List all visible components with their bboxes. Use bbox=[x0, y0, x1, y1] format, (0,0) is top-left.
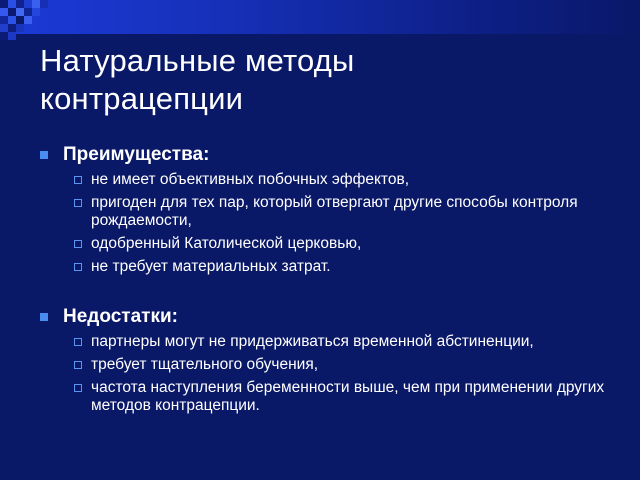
hollow-square-bullet-icon bbox=[74, 361, 82, 369]
hollow-square-bullet-icon bbox=[74, 384, 82, 392]
slide-title-line-1: Натуральные методы bbox=[40, 43, 355, 78]
advantages-section bbox=[40, 143, 620, 281]
list-item bbox=[74, 171, 611, 189]
list-item-text: одобренный Католической церковью, bbox=[91, 235, 362, 252]
disadvantages-label: Недостатки: bbox=[63, 306, 178, 327]
disadvantages-heading bbox=[40, 305, 620, 331]
list-item-text: требует тщательного обучения, bbox=[91, 356, 319, 373]
list-item-text: частота наступления беременности выше, чем при применении других методов контрацепции. bbox=[91, 379, 605, 414]
hollow-square-bullet-icon bbox=[74, 240, 82, 248]
list-item-text: пригоден для тех пар, который отвергают другие способы контроля рождаемости, bbox=[91, 194, 578, 229]
list-item bbox=[74, 194, 611, 230]
hollow-square-bullet-icon bbox=[74, 199, 82, 207]
disadvantages-section bbox=[40, 305, 620, 420]
list-item bbox=[74, 333, 611, 351]
slide-title bbox=[40, 42, 600, 118]
slide-title-line-2: контрацепции bbox=[40, 81, 244, 116]
hollow-square-bullet-icon bbox=[74, 338, 82, 346]
list-item-text: партнеры могут не придерживаться временной абстиненции, bbox=[91, 333, 534, 350]
list-item-text: не имеет объективных побочных эффектов, bbox=[91, 171, 410, 188]
hollow-square-bullet-icon bbox=[74, 263, 82, 271]
list-item bbox=[74, 258, 611, 276]
square-bullet-icon bbox=[40, 151, 48, 159]
list-item bbox=[74, 379, 611, 415]
advantages-heading bbox=[40, 143, 620, 169]
advantages-list bbox=[74, 171, 620, 276]
list-item bbox=[74, 356, 611, 374]
disadvantages-list bbox=[74, 333, 620, 415]
advantages-label: Преимущества: bbox=[63, 144, 210, 165]
hollow-square-bullet-icon bbox=[74, 176, 82, 184]
top-decorative-band bbox=[0, 0, 640, 34]
corner-mosaic-decoration bbox=[0, 0, 64, 48]
list-item-text: не требует материальных затрат. bbox=[91, 258, 331, 275]
square-bullet-icon bbox=[40, 313, 48, 321]
list-item bbox=[74, 235, 611, 253]
